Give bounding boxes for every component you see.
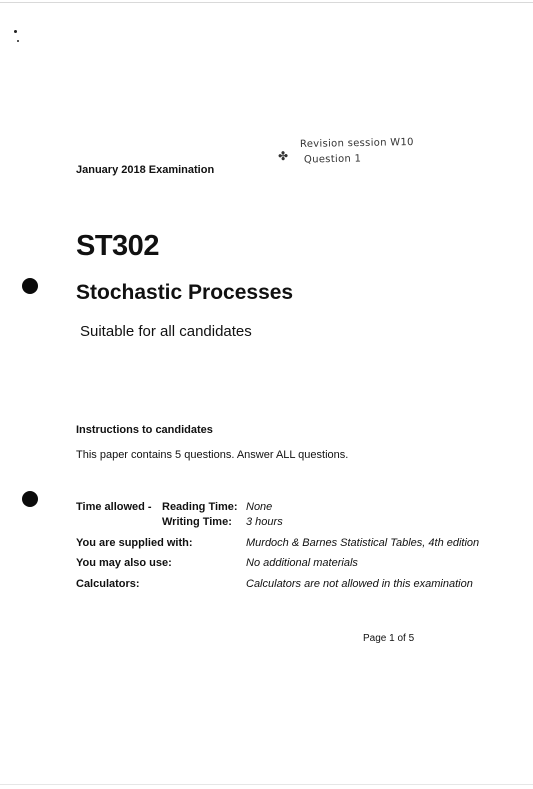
- calculators-value: Calculators are not allowed in this examination: [246, 578, 473, 590]
- instructions-heading: Instructions to candidates: [76, 424, 213, 436]
- scan-edge-bottom: [0, 784, 533, 785]
- supplied-value: Murdoch & Barnes Statistical Tables, 4th edition: [246, 537, 480, 549]
- writing-time-value: 3 hours: [246, 516, 283, 528]
- page-number: Page 1 of 5: [363, 633, 415, 644]
- punch-hole: [22, 278, 38, 294]
- scan-edge-top: [0, 2, 533, 3]
- handwritten-star-icon: ✤: [277, 148, 289, 164]
- instructions-text: This paper contains 5 questions. Answer ALL questions.: [76, 449, 349, 461]
- suitability-note: Suitable for all candidates: [80, 323, 252, 340]
- scan-speck: [17, 40, 19, 42]
- course-code: ST302: [76, 230, 159, 262]
- exam-date: January 2018 Examination: [76, 164, 215, 176]
- time-allowed-label: Time allowed -: [76, 501, 152, 513]
- writing-time-label: Writing Time:: [162, 516, 232, 528]
- also-use-label: You may also use:: [76, 557, 172, 569]
- calculators-label: Calculators:: [76, 578, 140, 590]
- punch-hole: [22, 491, 38, 507]
- reading-time-label: Reading Time:: [162, 501, 238, 513]
- reading-time-value: None: [246, 501, 273, 513]
- handwritten-note-line1: Revision session W10: [299, 137, 414, 150]
- scan-speck: [14, 30, 17, 33]
- also-use-value: No additional materials: [246, 557, 358, 569]
- handwritten-note-line2: Question 1: [303, 153, 362, 166]
- course-title: Stochastic Processes: [76, 281, 294, 304]
- supplied-label: You are supplied with:: [76, 537, 193, 549]
